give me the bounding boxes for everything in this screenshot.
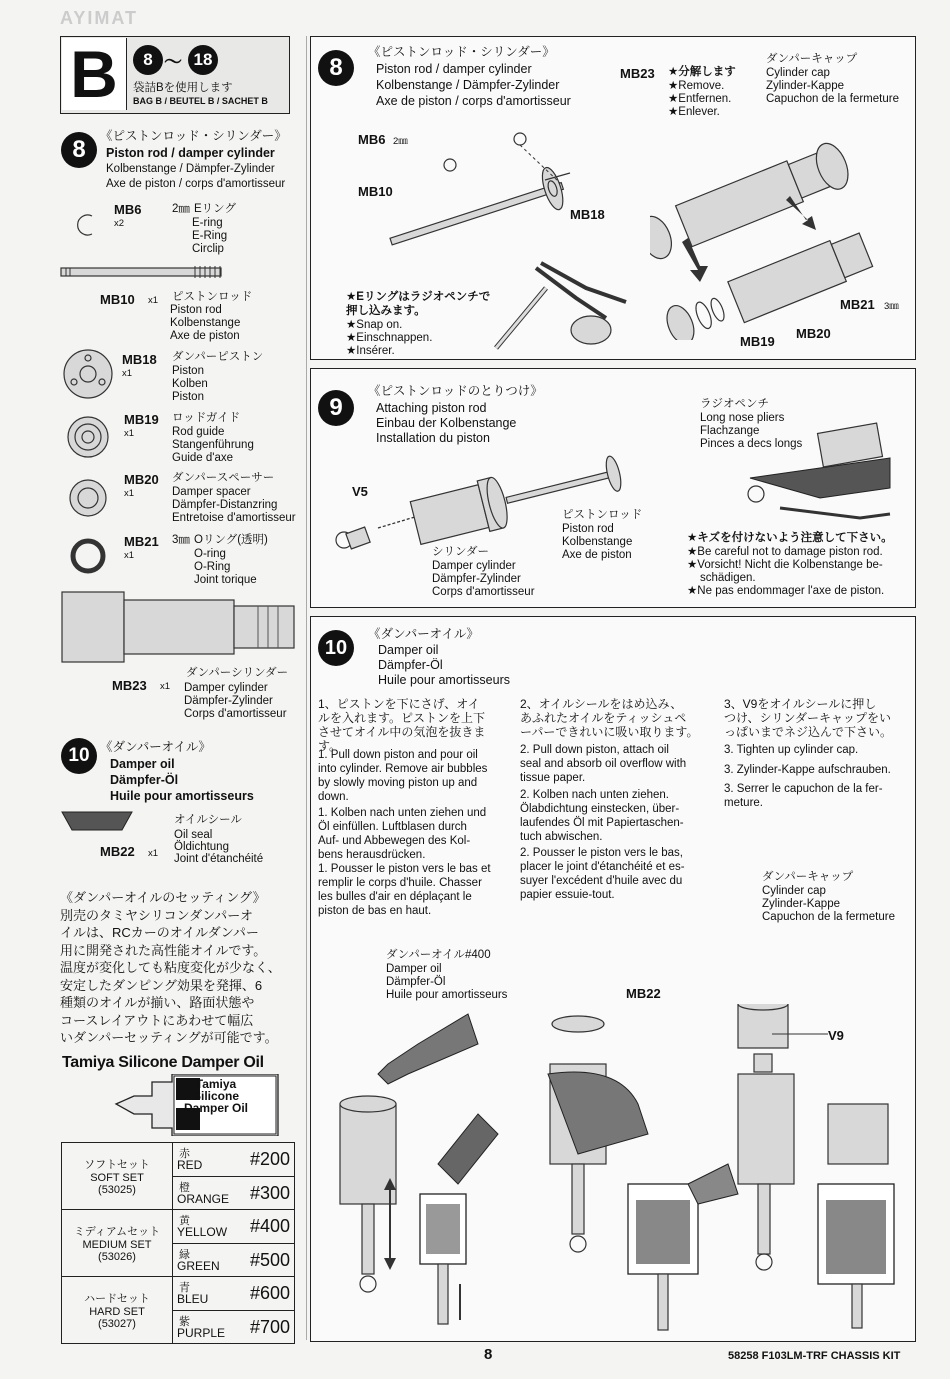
part-l2: Stangenführung [172, 439, 254, 451]
panel10-badge: 10 [318, 630, 354, 666]
part-mb22 [100, 812, 300, 868]
damper-cylinder-icon [58, 590, 308, 670]
pliers-jp: ラジオペンチ [700, 398, 769, 410]
part-l3: Joint torique [194, 574, 257, 586]
set-en: SOFT SET [90, 1172, 144, 1184]
part-mb10 [62, 288, 302, 342]
snap-jp2: 押し込みます。 [346, 305, 426, 317]
label-mb21: MB21 [840, 297, 875, 312]
careful-en: ★Be careful not to damage piston rod. [687, 546, 883, 558]
part-l1: Rod guide [172, 426, 225, 438]
panel9-de: Einbau der Kolbenstange [376, 416, 517, 430]
part-mb18 [122, 348, 302, 404]
part-jp: ダンパーピストン [172, 351, 264, 363]
remove-en: ★Remove. [668, 80, 725, 92]
step-range-end: 18 [188, 45, 218, 75]
oil400-fr: Huile pour amortisseurs [386, 989, 508, 1001]
part-jp: ロッドガイド [172, 412, 241, 424]
set-en: MEDIUM SET [82, 1239, 152, 1251]
oil-cell [173, 1143, 295, 1177]
remove-fr: ★Enlever. [668, 106, 720, 118]
col2-fr: 2. Pousser le piston vers le bas, placer le joint d'étanchéité et es- suyer l'excédent d'huile avec du papier essuie-tout. [520, 847, 685, 901]
part-l1: Damper spacer [172, 486, 251, 498]
oil-cell [173, 1277, 295, 1311]
page-number: 8 [484, 1346, 493, 1363]
part-jp: ピストンロッド [172, 291, 253, 303]
o-ring-icon [68, 536, 108, 576]
col3-en: 3. Tighten up cylinder cap. [724, 744, 859, 756]
set-jp: ミディアムセット [73, 1226, 161, 1238]
pliers-holding-illustration [740, 418, 900, 528]
col3-jp: 3、V9をオイルシールに押し つけ、シリンダーキャップをい っぱいまでネジ込んで下さい。 [724, 697, 893, 739]
col1-fr: 1. Pousser le piston vers le bas et remplir le corps d'huile. Chasser les bulles d'air en déplaçant le piston de bas en haut. [318, 863, 491, 917]
oil-number: #700 [249, 1316, 290, 1337]
oil-jp: 黄 [179, 1215, 190, 1228]
part-mb20 [124, 470, 304, 526]
oil-cell [173, 1243, 295, 1277]
part-code: MB19 [124, 412, 159, 427]
rod-de: Kolbenstange [562, 536, 633, 548]
piston-rod-icon [60, 264, 230, 280]
cap2-en: Cylinder cap [762, 885, 826, 897]
cap-jp: ダンパーキャップ [766, 53, 858, 65]
part-jp: ダンパーシリンダー [186, 667, 289, 679]
col1-jp: 1、ピストンを下にさげ、オイ ルを入れます。ピストンを上下 させてオイル中の気泡を抜きます。 [318, 697, 486, 753]
part-l2: Kolben [172, 378, 208, 390]
part-mb19 [124, 410, 304, 466]
step10-jp: 《ダンパーオイル》 [100, 740, 211, 754]
rod-guide-icon [65, 414, 111, 460]
panel8-fr: Axe de piston / corps d'amortisseur [376, 94, 571, 108]
part-l3: Piston [172, 391, 204, 403]
oil-color: GREEN [177, 1258, 220, 1273]
part-l2: Kolbenstange [170, 317, 241, 329]
part-jp: ダンパースペーサー [172, 472, 275, 484]
oil-color: RED [177, 1158, 203, 1173]
part-l3: Circlip [192, 243, 224, 255]
step8-fr: Axe de piston / corps d'amortisseur [106, 178, 286, 190]
part-l1: E-ring [192, 217, 223, 229]
careful-de2: schädigen. [700, 572, 756, 584]
part-jp: オイルシール [174, 814, 242, 826]
oil-jp: 赤 [179, 1148, 190, 1161]
panel8-jp: 《ピストンロッド・シリンダー》 [368, 45, 555, 59]
col2-jp: 2、オイルシールをはめ込み、 あふれたオイルをティッシュペ ーパーできれいに吸い取ります。 [520, 697, 699, 739]
rod-jp: ピストンロッド [562, 509, 643, 521]
part-l1: Piston [172, 365, 204, 377]
bag-multi: BAG B / BEUTEL B / SACHET B [133, 96, 268, 106]
oil-color: YELLOW [177, 1225, 228, 1240]
rod-en: Piston rod [562, 523, 614, 535]
set-hard [62, 1277, 173, 1344]
set-soft [62, 1143, 173, 1210]
oil-jp: 紫 [179, 1315, 190, 1328]
part-l2: E-Ring [192, 230, 228, 242]
part-l3: Guide d'axe [172, 452, 234, 464]
set-medium [62, 1210, 173, 1277]
part-code: MB18 [122, 352, 157, 367]
careful-de1: ★Vorsicht! Nicht die Kolbenstange be- [687, 559, 883, 571]
part-code: MB23 [112, 678, 147, 693]
cap2-de: Zylinder-Kappe [762, 898, 840, 910]
set-en: HARD SET [89, 1306, 145, 1318]
label-mb6: MB6 [358, 132, 386, 147]
part-l2: Öldichtung [174, 841, 229, 853]
col1-de: 1. Kolben nach unten ziehen und Öl einfüllen. Luftblasen durch Auf- und Abbewegen des Kol- bens herausdrücken. [318, 807, 487, 861]
step-range-tilde: ～ [164, 52, 182, 72]
oil-jp: 緑 [179, 1248, 190, 1261]
part-l1: Piston rod [170, 304, 222, 316]
oil400-en: Damper oil [386, 963, 442, 975]
part-mb21 [124, 532, 304, 588]
part-l2: Dämpfer-Zylinder [184, 695, 273, 707]
part-l3: Joint d'étanchéité [174, 853, 264, 865]
part-qty: x1 [124, 550, 135, 561]
step10-de: Dämpfer-Öl [110, 773, 179, 787]
part-l2: Dämpfer-Distanzring [172, 499, 278, 511]
piston-rod-assembly-illustration [370, 125, 610, 255]
panel9-jp: 《ピストンロッドのとりつけ》 [368, 384, 543, 398]
part-qty: x1 [124, 488, 135, 499]
step8-de: Kolbenstange / Dämpfer-Zylinder [106, 163, 275, 175]
oil400-de: Dämpfer-Öl [386, 976, 446, 988]
cap-de: Zylinder-Kappe [766, 80, 844, 92]
part-code: MB21 [124, 534, 159, 549]
set-code: (53027) [98, 1318, 136, 1330]
step10-fr: Huile pour amortisseurs [110, 789, 254, 803]
snap-jp1: ★Eリングはラジオペンチで [346, 291, 491, 303]
part-qty: x1 [122, 368, 133, 379]
part-l3: Corps d'amortisseur [184, 708, 287, 720]
e-ring-icon [70, 210, 100, 240]
step10-badge: 10 [61, 738, 97, 774]
rod-fr: Axe de piston [562, 549, 632, 561]
part-l1: Oil seal [174, 829, 213, 841]
oil-title: Tamiya Silicone Damper Oil [62, 1054, 264, 1071]
step8-badge: 8 [61, 132, 97, 168]
oil-number: #200 [249, 1149, 290, 1170]
part-mb23 [112, 666, 302, 722]
part-l3: Entretoise d'amortisseur [172, 512, 296, 524]
col3-de: 3. Zylinder-Kappe aufschrauben. [724, 764, 891, 776]
column-divider [306, 36, 307, 1340]
part-qty: x1 [148, 848, 159, 859]
cap-en: Cylinder cap [766, 67, 830, 79]
label-mb10: MB10 [358, 184, 393, 199]
snap-en: ★Snap on. [346, 319, 403, 331]
label-v9: V9 [828, 1028, 844, 1043]
oil-cell [173, 1176, 295, 1210]
oil-jp: 橙 [179, 1181, 190, 1194]
label-v5: V5 [352, 484, 368, 499]
snap-fr: ★Insérer. [346, 345, 395, 357]
part-qty: x2 [114, 218, 125, 229]
part-l3: Axe de piston [170, 330, 240, 342]
cap2-jp: ダンパーキャップ [762, 871, 854, 883]
cap2-fr: Capuchon de la fermeture [762, 911, 895, 923]
label-mb23: MB23 [620, 66, 655, 81]
remove-jp: ★分解します [668, 66, 736, 78]
set-code: (53026) [98, 1251, 136, 1263]
part-qty: x1 [124, 428, 135, 439]
oil-filling-illustration [318, 1004, 908, 1334]
cyl-fr: Corps d'amortisseur [432, 586, 535, 598]
cyl-en: Damper cylinder [432, 560, 516, 572]
part-jp: Eリング [194, 203, 236, 215]
oil-color: PURPLE [177, 1325, 226, 1340]
oil400-jp: ダンパーオイル#400 [386, 949, 491, 961]
oil-color: BLEU [177, 1292, 209, 1307]
part-size: 3㎜ [172, 534, 190, 546]
bag-jp: 袋詰Bを使用します [133, 82, 233, 94]
panel10-en: Damper oil [378, 643, 439, 657]
col1-en: 1. Pull down piston and pour oil into cylinder. Remove air bubbles by slowly moving piston up and down. [318, 749, 488, 803]
careful-jp: ★キズを付けないよう注意して下さい。 [687, 532, 893, 544]
step-range-start: 8 [133, 45, 163, 75]
part-code: MB6 [114, 202, 142, 217]
label-mb22: MB22 [626, 986, 661, 1001]
panel8-en: Piston rod / damper cylinder [376, 62, 532, 76]
panel8-badge: 8 [318, 50, 354, 86]
panel10-de: Dämpfer-Öl [378, 658, 443, 672]
part-jp: Oリング(透明) [194, 534, 268, 546]
oil-number: #400 [249, 1216, 290, 1237]
bag-letter-box [62, 38, 127, 110]
oil-color: ORANGE [177, 1191, 230, 1206]
panel9-en: Attaching piston rod [376, 401, 487, 415]
step8-en: Piston rod / damper cylinder [106, 146, 275, 160]
oil-bottle-label: Tamiya Silicone Damper Oil [183, 1077, 249, 1115]
pliers-de: Flachzange [700, 425, 760, 437]
set-jp: ソフトセット [84, 1159, 150, 1171]
careful-fr: ★Ne pas endommager l'axe de piston. [687, 585, 885, 597]
piston-icon [62, 348, 114, 400]
oil-number: #500 [249, 1249, 290, 1270]
part-code: MB20 [124, 472, 159, 487]
step10-en: Damper oil [110, 757, 175, 771]
panel10-fr: Huile pour amortisseurs [378, 673, 510, 687]
pliers-snap-illustration [486, 258, 636, 358]
pliers-en: Long nose pliers [700, 412, 785, 424]
oil-setting-text: 《ダンパーオイルのセッティング》 別売のタミヤシリコンダンパーオ イルは、RCカーのオイルダンパー 用に開発された高性能オイルです。 温度が変化しても粘度変化が少なく、 安定したダンピング効果を発揮、6 種類のオイルが揃い、路面状態や コースレイアウトにあわせて幅広 いダンパーセッティングが可能です。 [60, 890, 281, 1045]
set-jp: ハードセット [84, 1293, 150, 1305]
col3-fr: 3. Serrer le capuchon de la fer- meture. [724, 783, 883, 809]
damper-spacer-icon [66, 476, 110, 520]
panel9-badge: 9 [318, 390, 354, 426]
label-mb19: MB19 [740, 334, 775, 349]
part-l2: O-Ring [194, 561, 231, 573]
pliers-fr: Pinces a decs longs [700, 438, 803, 450]
oil-cell [173, 1210, 295, 1244]
label-mb20: MB20 [796, 326, 831, 341]
panel8-de: Kolbenstange / Dämpfer-Zylinder [376, 78, 560, 92]
part-qty: x1 [160, 681, 171, 692]
step8-jp: 《ピストンロッド・シリンダー》 [100, 129, 287, 143]
part-size: 2㎜ [172, 203, 190, 215]
cyl-jp: シリンダー [432, 546, 490, 558]
faint-logo: AYIMAT [60, 8, 139, 28]
oil-jp: 青 [179, 1282, 190, 1295]
part-mb6 [62, 200, 302, 260]
part-l1: Damper cylinder [184, 682, 268, 694]
label-mb18: MB18 [570, 207, 605, 222]
set-code: (53025) [98, 1184, 136, 1196]
part-code: MB22 [100, 844, 135, 859]
cap-fr: Capuchon de la fermeture [766, 93, 899, 105]
panel9-fr: Installation du piston [376, 431, 490, 445]
bag-letter: B [70, 37, 118, 111]
label-mb6-size: 2㎜ [393, 136, 408, 147]
snap-de: ★Einschnappen. [346, 332, 433, 344]
kit-name: 58258 F103LM-TRF CHASSIS KIT [728, 1350, 901, 1362]
part-qty: x1 [148, 295, 159, 306]
label-mb21-size: 3㎜ [884, 301, 899, 312]
oil-number: #300 [249, 1182, 290, 1203]
remove-de: ★Entfernen. [668, 93, 732, 105]
col2-de: 2. Kolben nach unten ziehen. Ölabdichtung einstecken, über- laufendes Öl mit Papiertaschen- tuch abwischen. [520, 789, 684, 843]
part-code: MB10 [100, 292, 135, 307]
oil-number: #600 [249, 1283, 290, 1304]
oil-set-table [61, 1142, 295, 1344]
oil-cell [173, 1310, 295, 1344]
cyl-de: Dämpfer-Zylinder [432, 573, 521, 585]
panel10-jp: 《ダンパーオイル》 [368, 627, 479, 641]
col2-en: 2. Pull down piston, attach oil seal and absorb oil overflow with tissue paper. [520, 744, 687, 784]
part-l1: O-ring [194, 548, 226, 560]
